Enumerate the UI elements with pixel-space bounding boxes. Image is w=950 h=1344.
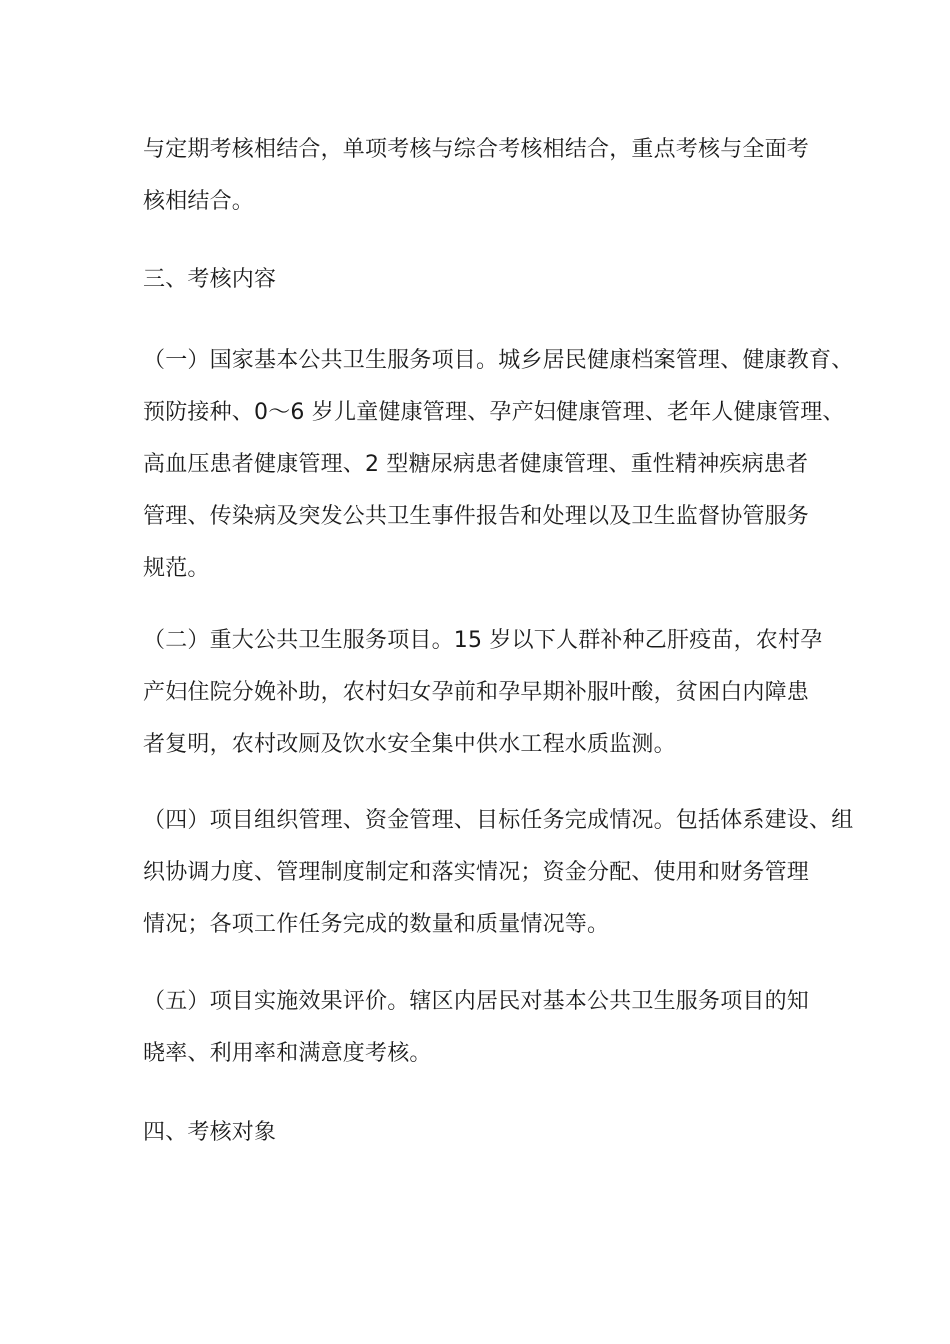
text-line: 与定期考核相结合，单项考核与综合考核相结合，重点考核与全面考 xyxy=(143,137,810,162)
section-heading-assessment-content xyxy=(143,254,823,306)
paragraph-item-5 xyxy=(143,976,823,1080)
text-line: 情况；各项工作任务完成的数量和质量情况等。 xyxy=(143,912,610,937)
section-heading-assessment-targets xyxy=(143,1107,823,1159)
paragraph-continuation xyxy=(143,124,823,228)
text-line: 管理、传染病及突发公共卫生事件报告和处理以及卫生监督协管服务 xyxy=(143,504,810,529)
text-line: 晓率、利用率和满意度考核。 xyxy=(143,1041,432,1066)
text-line: （四）项目组织管理、资金管理、目标任务完成情况。包括体系建设、组 xyxy=(143,808,854,833)
text-line: 核相结合。 xyxy=(143,189,255,214)
text-line: （五）项目实施效果评价。辖区内居民对基本公共卫生服务项目的知 xyxy=(143,989,810,1014)
text-line: 织协调力度、管理制度制定和落实情况；资金分配、使用和财务管理 xyxy=(143,860,810,885)
text-line: 预防接种、0～6 岁儿童健康管理、孕产妇健康管理、老年人健康管理、 xyxy=(143,400,845,425)
text-line: 者复明，农村改厕及饮水安全集中供水工程水质监测。 xyxy=(143,732,676,757)
paragraph-item-4 xyxy=(143,795,854,951)
text-line: （二）重大公共卫生服务项目。15 岁以下人群补种乙肝疫苗，农村孕 xyxy=(143,628,823,653)
text-line: 产妇住院分娩补助，农村妇女孕前和孕早期补服叶酸，贫困白内障患 xyxy=(143,680,810,705)
paragraph-item-1 xyxy=(143,335,854,595)
text-line: 高血压患者健康管理、2 型糖尿病患者健康管理、重性精神疾病患者 xyxy=(143,452,809,477)
text-line: （一）国家基本公共卫生服务项目。城乡居民健康档案管理、健康教育、 xyxy=(143,348,854,373)
heading-text: 四、考核对象 xyxy=(143,1120,277,1145)
paragraph-item-2 xyxy=(143,615,823,771)
heading-text: 三、考核内容 xyxy=(143,267,277,292)
text-line: 规范。 xyxy=(143,556,210,581)
